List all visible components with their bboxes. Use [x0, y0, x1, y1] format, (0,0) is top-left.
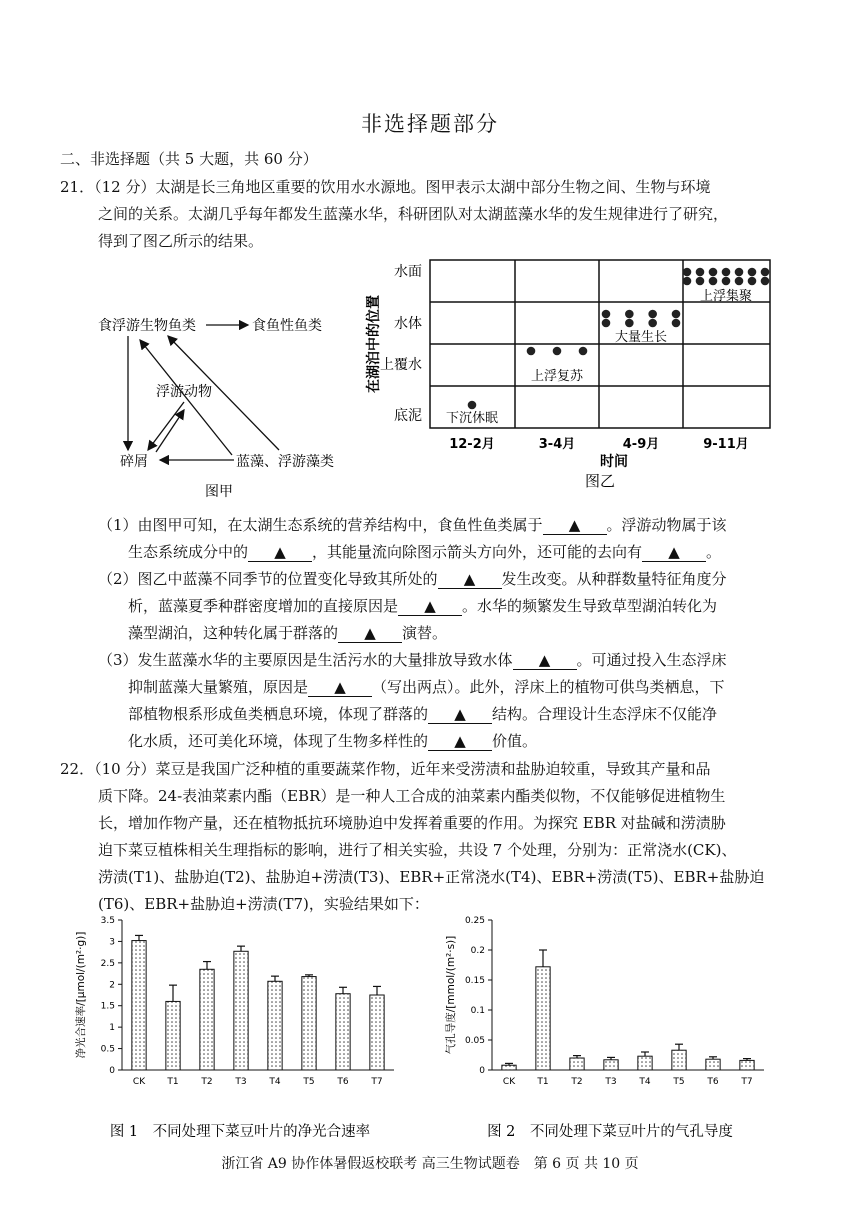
- answer-blank[interactable]: ▲: [428, 732, 492, 751]
- arrow-zooplankton-to-detritus: [148, 402, 184, 450]
- q21-p1-line-2: 生态系统成分中的 ▲ ，其能量流向除图示箭头方向外，还可能的去向有 ▲ 。: [128, 543, 722, 561]
- algae-blob: [761, 277, 770, 286]
- x-tick-label-T5: T5: [303, 1077, 315, 1087]
- algae-blob: [648, 319, 657, 328]
- y-axis-label: 气孔导度/[mmol/(m²·s)]: [445, 935, 457, 1055]
- q22-stem-line-3: 长，增加作物产量，还在植物抵抗环境胁迫中发挥着重要的作用。为探究 EBR 对盐碱和涝渍胁: [98, 814, 726, 832]
- algae-blob: [648, 310, 657, 319]
- answer-blank[interactable]: ▲: [438, 570, 502, 589]
- q22-stem-line-5: 涝渍(T1)、盐胁迫(T2)、盐胁迫+涝渍(T3)、EBR+正常浇水(T4)、EBR+涝渍(T5)、EBR+盐胁迫: [98, 868, 765, 886]
- stage-aggregation: 上浮集聚: [699, 289, 753, 304]
- stage-growth: 大量生长: [614, 330, 668, 345]
- bar-T7: [740, 1060, 754, 1070]
- algae-blob: [527, 347, 536, 356]
- col-label-4: 9-11月: [703, 437, 749, 452]
- bar-T1: [166, 1001, 180, 1070]
- x-tick-label-T2: T2: [201, 1077, 213, 1087]
- bar-T7: [370, 995, 384, 1070]
- x-tick-label-CK: CK: [502, 1077, 516, 1087]
- algae-blob: [696, 277, 705, 286]
- algae-blob: [625, 310, 634, 319]
- chart-caption: 图 1 不同处理下菜豆叶片的净光合速率: [109, 1124, 371, 1140]
- algae-blob: [696, 268, 705, 277]
- bar-T2: [570, 1058, 584, 1070]
- node-piscivorous-fish: 食鱼性鱼类: [252, 318, 322, 334]
- bar-CK: [502, 1065, 516, 1070]
- node-detritus: 碎屑: [120, 454, 148, 470]
- algae-blob: [735, 277, 744, 286]
- node-plankton-fish: 食浮游生物鱼类: [98, 318, 196, 334]
- x-tick-label-T3: T3: [605, 1077, 617, 1087]
- bar-T4: [268, 981, 282, 1070]
- bar-T3: [234, 951, 248, 1070]
- answer-blank[interactable]: ▲: [248, 543, 312, 562]
- algae-blob: [748, 277, 757, 286]
- algae-blob: [553, 347, 562, 356]
- node-algae: 蓝藻、浮游藻类: [236, 454, 334, 470]
- q21-p3-line-1: （3）发生蓝藻水华的主要原因是生活污水的大量排放导致水体 ▲ 。可通过投入生态浮床: [98, 651, 727, 669]
- y-tick-label: 2.5: [100, 958, 115, 969]
- row-label-overlying: 上覆水: [380, 357, 422, 373]
- y-tick-label: 3: [109, 937, 115, 948]
- stage-dormant: 下沉休眠: [445, 411, 499, 426]
- chart-caption: 图 2 不同处理下菜豆叶片的气孔导度: [487, 1124, 733, 1140]
- x-tick-label-T2: T2: [571, 1077, 583, 1087]
- figure-yi: [358, 252, 798, 497]
- page-title: 非选择题部分: [361, 112, 499, 136]
- algae-blob: [672, 319, 681, 328]
- y-tick-label: 0.1: [470, 1006, 485, 1016]
- y-tick-label: 0.05: [464, 1036, 485, 1046]
- q21-p3-line-4: 化水质，还可美化环境，体现了生物多样性的 ▲ 价值。: [128, 732, 538, 750]
- row-label-sediment: 底泥: [394, 408, 422, 424]
- x-tick-label-CK: CK: [132, 1077, 146, 1087]
- answer-blank[interactable]: ▲: [543, 516, 607, 535]
- y-tick-label: 0.2: [470, 946, 485, 956]
- algae-blob: [602, 319, 611, 328]
- answer-blank[interactable]: ▲: [308, 678, 372, 697]
- algae-blob: [722, 277, 731, 286]
- bar-T5: [672, 1050, 686, 1070]
- y-axis-label: 净光合速率/[μmol/(m²·g)]: [75, 931, 87, 1059]
- algae-blob: [735, 268, 744, 277]
- algae-blob: [748, 268, 757, 277]
- answer-blank[interactable]: ▲: [398, 597, 462, 616]
- q21-p1-line-1: （1）由图甲可知，在太湖生态系统的营养结构中，食鱼性鱼类属于 ▲ 。浮游动物属于该: [98, 516, 727, 534]
- algae-blob: [672, 310, 681, 319]
- y-tick-label: 2: [109, 980, 115, 991]
- x-tick-label-T6: T6: [337, 1077, 349, 1087]
- algae-blob: [625, 319, 634, 328]
- bar-T4: [638, 1056, 652, 1070]
- x-tick-label-T4: T4: [269, 1077, 281, 1087]
- y-tick-label: 0: [109, 1066, 115, 1076]
- q21-p2-line-2: 析，蓝藻夏季种群密度增加的直接原因是 ▲ 。水华的频繁发生导致草型湖泊转化为: [128, 597, 718, 615]
- col-label-1: 12-2月: [449, 437, 495, 452]
- x-tick-label-T7: T7: [741, 1077, 753, 1087]
- x-tick-label-T6: T6: [707, 1077, 719, 1087]
- q21-p2-line-3: 藻型湖泊，这种转化属于群落的 ▲ 演替。: [128, 624, 448, 642]
- yi-y-axis-label: 在湖泊中的位置: [366, 295, 382, 393]
- col-label-3: 4-9月: [622, 437, 660, 452]
- y-tick-label: 0.15: [464, 976, 485, 986]
- q22-stem-line-6: (T6)、EBR+盐胁迫+涝渍(T7)，实验结果如下：: [98, 895, 429, 913]
- page-footer: 浙江省 A9 协作体暑假返校联考 高三生物试题卷 第 6 页 共 10 页: [221, 1156, 639, 1172]
- section-heading: 二、非选择题（共 5 大题，共 60 分）: [60, 150, 318, 168]
- q21-p2-line-1: （2）图乙中蓝藻不同季节的位置变化导致其所处的 ▲ 发生改变。从种群数量特征角度分: [98, 570, 727, 588]
- algae-blob: [683, 277, 692, 286]
- algae-blob: [602, 310, 611, 319]
- x-tick-label-T5: T5: [673, 1077, 685, 1087]
- yi-x-axis-label: 时间: [600, 454, 628, 470]
- figure-jia-caption: 图甲: [205, 484, 233, 500]
- algae-blob: [468, 401, 477, 410]
- bar-CK: [132, 941, 146, 1070]
- bar-T3: [604, 1060, 618, 1070]
- q22-stem-line-2: 质下降。24-表油菜素内酯（EBR）是一种人工合成的油菜素内酯类似物，不仅能够促进植物生: [98, 787, 726, 805]
- q21-stem-line-1: 21．（12 分）太湖是长三角地区重要的饮用水水源地。图甲表示太湖中部分生物之间、生物与环境: [60, 178, 711, 196]
- algae-blob: [579, 347, 588, 356]
- bar-T5: [302, 977, 316, 1070]
- x-tick-label-T1: T1: [167, 1077, 179, 1087]
- q22-stem-line-4: 迫下菜豆植株相关生理指标的影响，进行了相关实验，共设 7 个处理，分别为：正常浇水(CK)、: [98, 841, 737, 859]
- q21-stem-line-2: 之间的关系。太湖几乎每年都发生蓝藻水华，科研团队对太湖蓝藻水华的发生规律进行了研究，: [98, 205, 729, 223]
- algae-blob: [709, 268, 718, 277]
- bar-T6: [336, 994, 350, 1070]
- algae-blob: [709, 277, 718, 286]
- row-label-surface: 水面: [394, 264, 422, 280]
- node-zooplankton: 浮游动物: [156, 384, 212, 400]
- y-tick-label: 1.5: [100, 1001, 115, 1012]
- q21-stem-line-3: 得到了图乙所示的结果。: [98, 232, 264, 250]
- x-tick-label-T3: T3: [235, 1077, 247, 1087]
- bar-T2: [200, 969, 214, 1070]
- grid: [430, 260, 770, 428]
- arrow-algae-to-fish: [140, 340, 232, 455]
- figure-yi-caption: 图乙: [584, 472, 616, 490]
- answer-blank[interactable]: ▲: [513, 651, 577, 670]
- bar-T6: [706, 1059, 720, 1070]
- answer-blank[interactable]: ▲: [642, 543, 706, 562]
- row-label-water: 水体: [394, 316, 422, 332]
- algae-blob: [683, 268, 692, 277]
- x-tick-label-T1: T1: [537, 1077, 549, 1087]
- answer-blank[interactable]: ▲: [338, 624, 402, 643]
- y-tick-label: 1: [109, 1023, 115, 1034]
- answer-blank[interactable]: ▲: [428, 705, 492, 724]
- stage-revival: 上浮复苏: [530, 369, 584, 384]
- y-tick-label: 3.5: [100, 916, 115, 926]
- y-tick-label: 0: [479, 1066, 485, 1076]
- y-tick-label: 0.25: [464, 916, 485, 926]
- algae-blob: [761, 268, 770, 277]
- bar-T1: [536, 967, 550, 1070]
- col-label-2: 3-4月: [538, 437, 576, 452]
- arrow-detritus-to-zooplankton: [156, 410, 184, 452]
- y-tick-label: 0.5: [100, 1044, 115, 1055]
- figure-jia: [84, 300, 374, 510]
- chart-net-photosynthesis: [70, 912, 410, 1144]
- x-tick-label-T4: T4: [639, 1077, 651, 1087]
- chart-stomatal-conductance: [440, 912, 780, 1144]
- algae-blob: [722, 268, 731, 277]
- x-tick-label-T7: T7: [371, 1077, 383, 1087]
- q21-p3-line-2: 抑制蓝藻大量繁殖，原因是 ▲ （写出两点）。此外，浮床上的植物可供鸟类栖息，下: [128, 678, 725, 696]
- q21-p3-line-3: 部植物根系形成鱼类栖息环境，体现了群落的 ▲ 结构。合理设计生态浮床不仅能净: [128, 705, 718, 723]
- q22-stem-line-1: 22．（10 分）菜豆是我国广泛种植的重要蔬菜作物，近年来受涝渍和盐胁迫较重，导致其产量和品: [60, 760, 711, 778]
